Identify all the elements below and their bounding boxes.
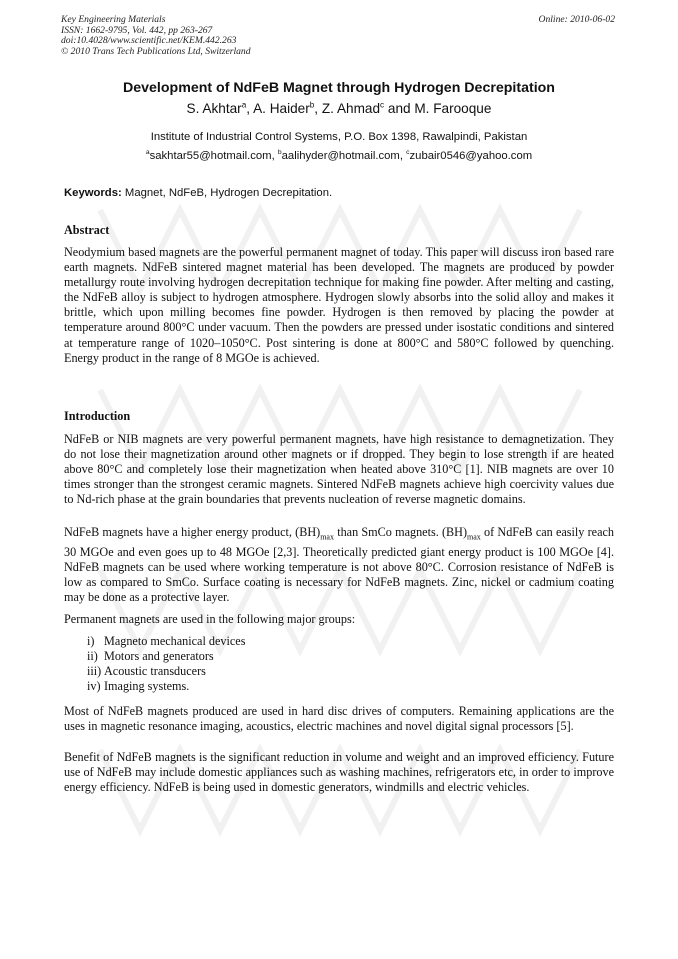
intro-paragraph-1: NdFeB or NIB magnets are very powerful permanent magnets, have high resistance to demagnetization. They do not lose their magnetization around other magnets or if dropped. They begin to lose strength if are heated above 80°C and completely lose their magnetization when heated above 310°C [1]. NIB magnets are over 10 times stronger than the strongest ceramic magnets. Sintered NdFeB magnets achieve high coercivity values due to Nd-rich phase at the grain boundaries that prevents nucleation of reverse magnetic domains. (64, 432, 614, 507)
author-separator: , (246, 101, 254, 116)
list-number: iv) (87, 679, 101, 694)
list-text: Motors and generators (104, 649, 214, 664)
list-item (87, 649, 245, 664)
list-item (87, 634, 245, 649)
affiliation: Institute of Industrial Control Systems, P.O. Box 1398, Rawalpindi, Pakistan (150, 131, 528, 143)
introduction-heading: Introduction (64, 409, 131, 423)
author-separator: , (314, 101, 322, 116)
author-name: S. Akhtar (186, 101, 242, 116)
email-link[interactable]: zubair0546@yahoo.com (409, 150, 533, 162)
online-date: Online: 2010-06-02 (538, 14, 615, 25)
copyright-line: © 2010 Trans Tech Publications Ltd, Switzerland (61, 45, 251, 57)
list-number: i) (87, 634, 95, 648)
email-link[interactable]: sakhtar55@hotmail.com (149, 150, 272, 162)
author-name: A. Haider (253, 101, 310, 116)
author-sup: c (380, 100, 385, 110)
doi-line: doi:10.4028/www.scientific.net/KEM.442.263 (61, 35, 237, 47)
email-sup: a (145, 149, 150, 157)
paper-title: Development of NdFeB Magnet through Hydrogen Decrepitation (123, 80, 555, 96)
p2-part-c: of NdFeB can easily reach 30 MGOe and even goes up to 48 MGOe [2,3]. Theoretically predicted giant energy product is 100 MGOe [4]. NdFeB magnets can be used where working temperature is not above 80°C. Corrosion resistance of NdFeB is low as compared to SmCo. Surface coating is necessary for NdFeB magnets. Zinc, nickel or cadmium coating may be done as a protective layer. (64, 525, 614, 604)
list-text: Acoustic transducers (104, 664, 206, 679)
intro-paragraph-3: Permanent magnets are used in the following major groups: (64, 612, 356, 626)
email-list (0, 150, 678, 162)
list-number: ii) (87, 649, 98, 664)
applications-list (87, 634, 245, 694)
author-sup: b (309, 100, 315, 110)
author-separator: and (384, 101, 415, 116)
journal-header (61, 15, 251, 57)
journal-name: Key Engineering Materials (61, 14, 166, 25)
author-sup: a (241, 100, 247, 110)
intro-paragraph-4: Most of NdFeB magnets produced are used in hard disc drives of computers. Remaining applications are the uses in magnetic resonance imaging, acoustics, electric machines and novel digital signal processors [5]. (64, 704, 614, 734)
p2-sub-1: max (320, 532, 334, 542)
keywords (64, 187, 332, 199)
abstract-text: Neodymium based magnets are the powerful permanent magnet of today. This paper will discuss iron based rare earth magnets. NdFeB sintered magnet material has been developed. The magnets are produced by powder metallurgy route involving hydrogen decrepitation technique for making fine powder. After melting and casting, the NdFeB alloy is subject to hydrogen atmosphere. Hydrogen slowly absorbs into the solid alloy and makes it brittle, which upon milling becomes fine powder. Hydrogen is then removed by placing the powder at temperature around 800°C under vacuum. Then the powders are pressed under isostatic conditions and sintered at temperature range of 1020–1050°C. Post sintering is done at 800°C and 580°C followed by quenching. Energy product in the range of 8 MGOe is achieved. (64, 245, 614, 365)
author-name: Z. Ahmad (321, 101, 381, 116)
keywords-text: Magnet, NdFeB, Hydrogen Decrepitation. (121, 187, 333, 199)
abstract-heading: Abstract (64, 223, 110, 237)
list-number: iii) (87, 664, 102, 679)
email-separator: , (399, 150, 407, 162)
p2-sub-2: max (467, 532, 481, 542)
author-list (0, 101, 678, 116)
intro-paragraph-2 (64, 525, 614, 605)
email-separator: , (271, 150, 278, 162)
intro-paragraph-5: Benefit of NdFeB magnets is the significant reduction in volume and weight and an improved efficiency. Future use of NdFeB may include domestic appliances such as washing machines, refrigerators etc, in order to improve energy efficiency. NdFeB is being used in domestic generators, windmills and electric vehicles. (64, 750, 614, 795)
email-link[interactable]: aalihyder@hotmail.com (281, 150, 400, 162)
list-item (87, 679, 245, 694)
email-sup: c (406, 149, 410, 157)
list-text: Imaging systems. (104, 679, 190, 694)
list-item (87, 664, 245, 679)
email-sup: b (277, 149, 282, 157)
author-name: M. Farooque (414, 101, 492, 116)
keywords-label: Keywords: (64, 187, 122, 199)
p2-part-b: than SmCo magnets. (BH) (333, 525, 468, 539)
p2-part-a: NdFeB magnets have a higher energy product, (BH) (64, 525, 321, 539)
list-text: Magneto mechanical devices (104, 634, 246, 648)
issn-line: ISSN: 1662-9795, Vol. 442, pp 263-267 (61, 24, 213, 36)
